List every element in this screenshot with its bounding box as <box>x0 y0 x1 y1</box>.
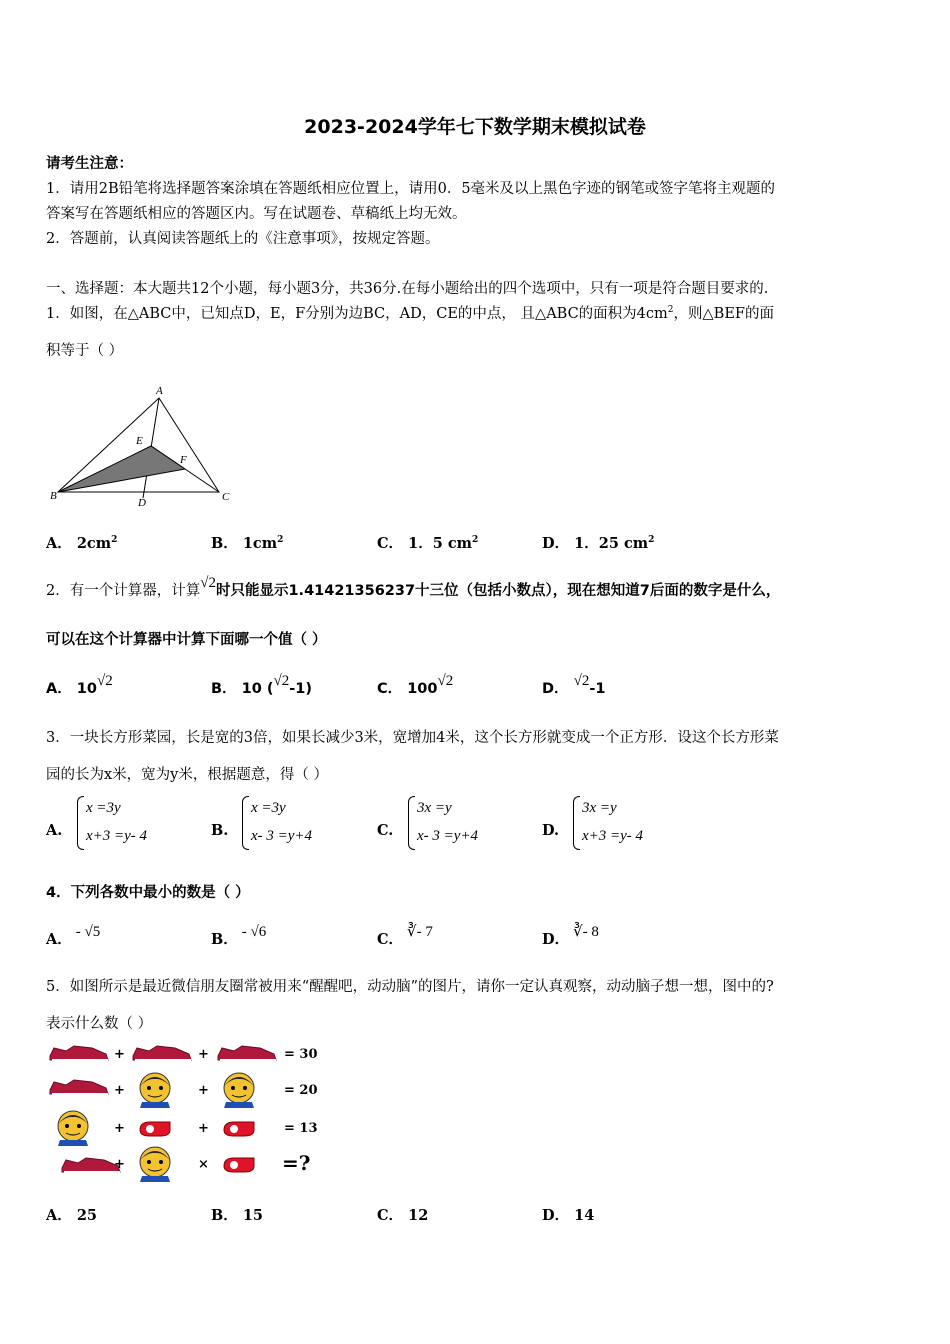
q5-text-cont: 表示什么数（ ） <box>46 1016 153 1032</box>
shoe-icon <box>50 1046 108 1060</box>
shoe-icon <box>62 1158 120 1172</box>
q3-option-d-system[interactable]: 3x =y x+3 =y- 4 <box>582 794 643 850</box>
row2-op2: + <box>198 1083 209 1098</box>
shoe-icon <box>50 1080 108 1094</box>
triangle-figure <box>46 380 246 510</box>
brace-icon <box>77 796 84 850</box>
boy-head-icon <box>140 1147 170 1182</box>
q2-option-b[interactable]: B． 10 (√2-1) <box>211 673 312 697</box>
q5-option-c[interactable]: C． 12 <box>377 1207 429 1224</box>
q5-option-d[interactable]: D． 14 <box>542 1207 595 1224</box>
q2-text-cont: 可以在这个计算器中计算下面哪一个值（ ） <box>46 632 327 648</box>
boy-head-icon <box>58 1111 88 1146</box>
whistle-icon <box>224 1158 254 1172</box>
row3-result: = 13 <box>284 1121 318 1136</box>
brace-icon <box>242 796 249 850</box>
q2-option-d[interactable]: D． √2-1 <box>542 673 606 697</box>
q1-text: 1．如图，在△ABC中，已知点D，E，F分别为边BC，AD，CE的中点， 且△ABC的面积为$4cm^2$，则△BEF的面 <box>46 305 774 322</box>
q4-option-d[interactable]: D． ∛- 8 <box>542 924 599 948</box>
page-title: 2023-2024学年七下数学期末模拟试卷 <box>304 116 646 138</box>
q3-text: 3．一块长方形菜园，长是宽的3倍，如果长减少3米，宽增加4米，这个长方形就变成一个正方形．设这个长方形菜 <box>46 730 779 746</box>
q4-text: 4．下列各数中最小的数是（ ） <box>46 885 250 901</box>
notice-line-1b: 答案写在答题纸相应的答题区内。写在试题卷、草稿纸上均无效。 <box>46 206 467 222</box>
notice-heading: 请考生注意： <box>46 155 133 172</box>
q2-text: 2．有一个计算器，计算√2时只能显示1.41421356237十三位（包括小数点），现在想知道7后面的数字是什么， <box>46 575 781 599</box>
q1-text-cont: 积等于（ ） <box>46 343 124 359</box>
row4-op2: × <box>198 1157 209 1172</box>
brace-icon <box>408 796 415 850</box>
q3-option-d-key[interactable]: D. <box>542 822 560 839</box>
row1-result: = 30 <box>284 1047 318 1062</box>
boy-head-icon <box>140 1073 170 1108</box>
q3-option-a-system[interactable]: x =3y x+3 =y- 4 <box>86 794 147 850</box>
label-c: C <box>222 491 230 503</box>
brace-icon <box>573 796 580 850</box>
whistle-icon <box>140 1122 170 1136</box>
q4-option-b[interactable]: B． - √6 <box>211 924 267 948</box>
q4-option-c[interactable]: C． ∛- 7 <box>377 924 433 948</box>
row3-op2: + <box>198 1121 209 1136</box>
q3-option-c-system[interactable]: 3x =y x- 3 =y+4 <box>417 794 478 850</box>
q2-option-c[interactable]: C． 100√2 <box>377 673 454 697</box>
boy-head-icon <box>224 1073 254 1108</box>
notice-line-1a: 1．请用2B铅笔将选择题答案涂填在答题纸相应位置上，请用0．5毫米及以上黑色字迹的钢笔或签字笔将主观题的 <box>46 181 776 197</box>
label-e: E <box>136 435 143 447</box>
q3-option-c-key[interactable]: C. <box>377 822 394 839</box>
q5-text: 5．如图所示是最近微信朋友圈常被用来“醒醒吧，动动脑”的图片，请你一定认真观察，动动脑子想一想，图中的? <box>46 979 774 995</box>
row1-op2: + <box>198 1047 209 1062</box>
row2-op1: + <box>114 1083 125 1098</box>
row1-op1: + <box>114 1047 125 1062</box>
q1-option-a[interactable]: A． $2cm^2$ <box>46 535 118 552</box>
section-heading: 一、选择题：本大题共12个小题，每小题3分，共36分.在每小题给出的四个选项中，只有一项是符合题目要求的. <box>46 281 769 297</box>
q1-option-c[interactable]: C． 1．5 $cm^2$ <box>377 535 479 552</box>
q5-option-b[interactable]: B． 15 <box>211 1207 264 1224</box>
label-b: B <box>50 490 57 502</box>
q1-option-d[interactable]: D． 1．25 $cm^2$ <box>542 535 655 552</box>
row4-op1: + <box>114 1157 125 1172</box>
row2-result: = 20 <box>284 1083 318 1098</box>
q3-text-cont: 园的长为x米，宽为y米，根据题意，得（ ） <box>46 767 328 783</box>
q4-option-a[interactable]: A． - √5 <box>46 924 101 948</box>
label-d: D <box>138 497 146 509</box>
q1-option-b[interactable]: B． $1cm^2$ <box>211 535 284 552</box>
row3-op1: + <box>114 1121 125 1136</box>
q2-option-a[interactable]: A． 10√2 <box>46 673 113 697</box>
label-a: A <box>156 385 163 397</box>
q5-option-a[interactable]: A． 25 <box>46 1207 98 1224</box>
q3-option-a-key[interactable]: A. <box>46 822 63 839</box>
shoe-icon <box>133 1046 191 1060</box>
q3-option-b-key[interactable]: B. <box>211 822 229 839</box>
notice-line-2: 2．答题前，认真阅读答题纸上的《注意事项》，按规定答题。 <box>46 231 440 247</box>
q3-option-b-system[interactable]: x =3y x- 3 =y+4 <box>251 794 312 850</box>
label-f: F <box>180 454 187 466</box>
whistle-icon <box>224 1122 254 1136</box>
row4-result: =? <box>282 1151 311 1175</box>
shoe-icon <box>218 1046 276 1060</box>
puzzle-figure <box>46 1038 336 1188</box>
shaded-triangle-bef <box>58 446 185 492</box>
